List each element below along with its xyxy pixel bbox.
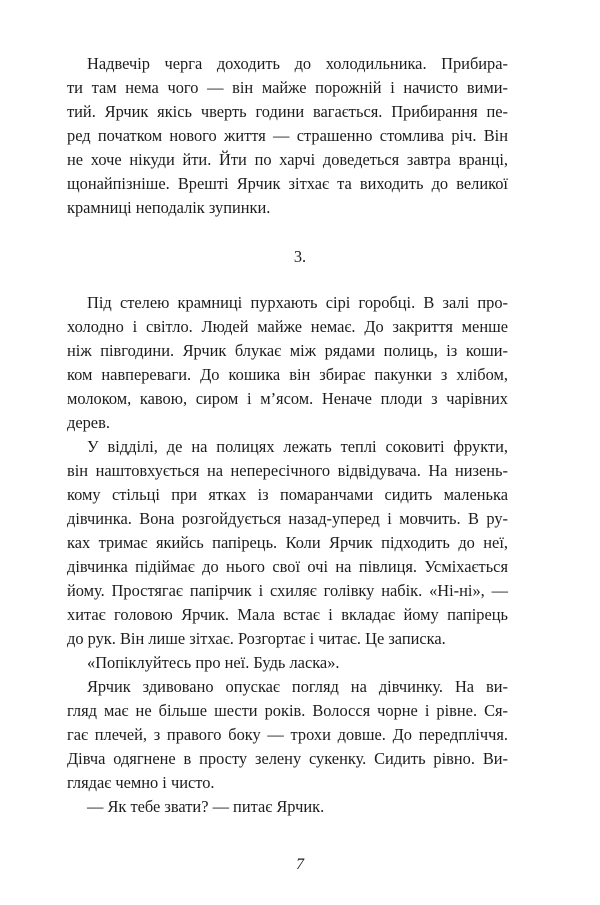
text-line: тий. Ярчик якісь чверть години вагається. Прибирання пе-: [67, 102, 508, 121]
text-line: ках тримає якийсь папірець. Коли Ярчик підходить до неї,: [67, 533, 508, 552]
paragraph-block-1: [67, 52, 508, 220]
text-line: гає плечей, з правого боку — трохи довше. До передпліччя.: [67, 725, 508, 744]
text-line: дерев.: [67, 413, 110, 432]
text-line: молоком, кавою, сиром і м’ясом. Неначе плоди з чарівних: [67, 389, 508, 408]
text-line: — Як тебе звати? — питає Ярчик.: [87, 797, 325, 816]
text-line: У відділі, де на полицях лежать теплі соковиті фрукти,: [87, 437, 508, 456]
text-line: ти там нема чого — він майже порожній і начисто вими-: [67, 78, 508, 97]
text-line: дівчинка підіймає до нього свої очі на півлиця. Усміхається: [67, 557, 508, 576]
text-line: гляд має не більше шести років. Волосся чорне і рівне. Ся-: [67, 701, 508, 720]
text-line: Під стелею крамниці пурхають сірі горобці. В залі про-: [87, 293, 508, 312]
text-line: до рук. Він лише зітхає. Розгортає і читає. Це записка.: [67, 629, 446, 648]
text-line: щонайпізніше. Врешті Ярчик зітхає та виходить до великої: [67, 174, 508, 193]
text-line: крамниці неподалік зупинки.: [67, 198, 271, 217]
text-line: глядає чемно і чисто.: [67, 773, 215, 792]
text-line: ред початком нового життя — страшенно стомлива річ. Він: [67, 126, 508, 145]
text-line: йому. Простягає папірчик і схиляє голівку набік. «Ні-ні», —: [67, 581, 508, 600]
text-line: «Попіклуйтесь про неї. Будь ласка».: [87, 653, 340, 672]
text-line: холодно і світло. Людей майже немає. До закриття менше: [67, 317, 508, 336]
text-line: Надвечір черга доходить до холодильника. Прибира-: [87, 54, 508, 73]
text-line: не хоче нікуди йти. Йти по харчі доведеться завтра вранці,: [67, 150, 508, 169]
text-line: Дівча одягнене в просту зелену сукенку. Сидить рівно. Ви-: [67, 749, 508, 768]
paragraph-block-2: [67, 291, 508, 819]
text-line: кому стільці при ятках із помаранчами сидить маленька: [67, 485, 508, 504]
text-line: Ярчик здивовано опускає погляд на дівчинку. На ви-: [87, 677, 508, 696]
page-number: 7: [296, 856, 304, 873]
text-line: ком навпереваги. До кошика він збирає пакунки з хлібом,: [67, 365, 508, 384]
section-heading: 3.: [293, 247, 307, 266]
text-line: хитає головою Ярчик. Мала встає і вкладає йому папірець: [67, 605, 508, 624]
text-line: ніж півгодини. Ярчик блукає між рядами полиць, із коши-: [67, 341, 508, 360]
text-line: він наштовхується на непересічного відвідувача. На низень-: [67, 461, 508, 480]
text-line: дівчинка. Вона розгойдується назад-уперед і мовчить. В ру-: [67, 509, 508, 528]
